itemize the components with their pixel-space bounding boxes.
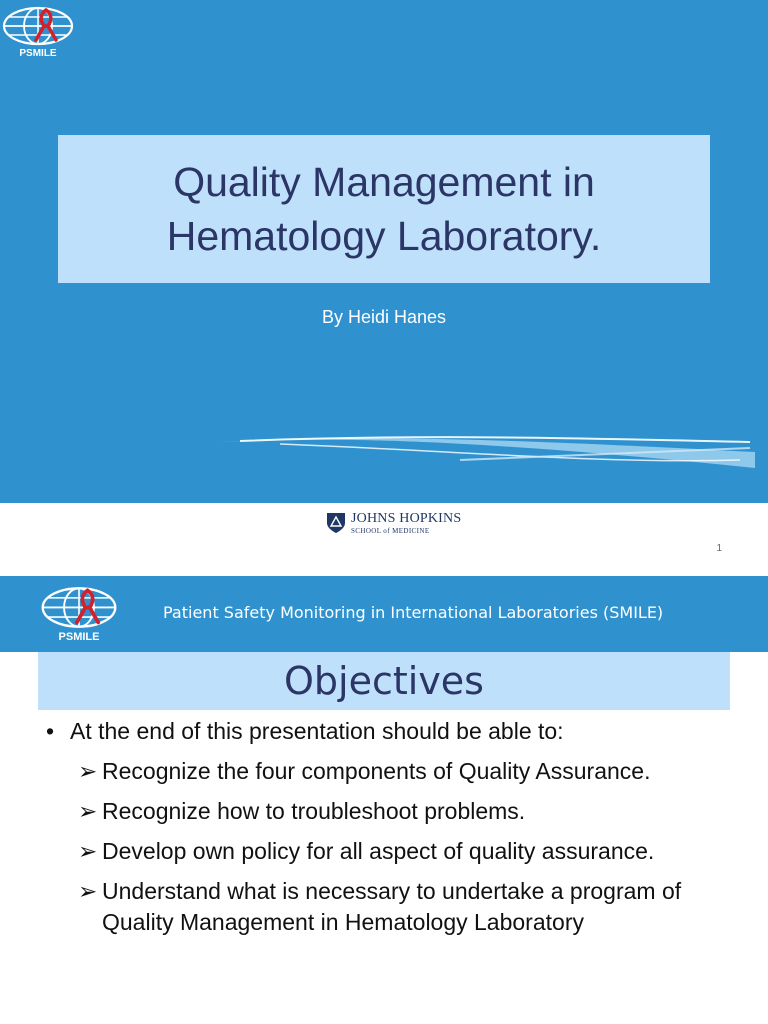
title-slide [0,0,768,503]
list-item-text: Recognize how to troubleshoot problems. [102,798,526,824]
johns-hopkins-logo [325,505,495,541]
list-item [78,756,698,787]
slide-header [0,576,768,652]
list-item-text: Develop own policy for all aspect of quality assurance. [102,838,655,864]
main-bullet [46,718,564,745]
shield-icon [325,511,347,535]
slide-footer [0,503,768,576]
page-number: 1 [716,543,722,554]
list-item [78,796,698,827]
sub-bullet-list [78,756,698,947]
institution-name: JOHNS HOPKINS [351,510,462,526]
arrow-bullet-icon: ➢ [78,878,98,904]
arrow-bullet-icon: ➢ [78,838,98,864]
arrow-bullet-icon: ➢ [78,758,98,784]
arrow-bullet-icon: ➢ [78,798,98,824]
logo-text: PSMILE [19,48,57,59]
author-byline: By Heidi Hanes [321,307,447,327]
title-line-1: Quality Management in [173,159,595,205]
logo-text: PSMILE [58,631,100,643]
page-title [58,155,710,263]
main-bullet-text: At the end of this presentation should be able to: [70,718,564,744]
list-item [78,876,698,938]
list-item-text: Understand what is necessary to undertake a program of Quality Management in Hematology Laboratory [102,878,682,935]
header-title: Patient Safety Monitoring in International Laboratories (SMILE) [163,603,664,622]
decorative-swoosh [220,430,755,478]
psmile-logo [40,584,118,648]
list-item-text: Recognize the four components of Quality Assurance. [102,758,651,784]
bullet-dot-icon: • [46,718,55,744]
objectives-title-box [38,652,730,710]
list-item [78,836,698,867]
objectives-title: Objectives [284,659,484,703]
institution-school: SCHOOL of MEDICINE [351,526,430,535]
psmile-logo [2,4,74,64]
title-line-2: Hematology Laboratory. [166,213,602,259]
title-box [58,135,710,283]
objectives-content [0,712,768,1024]
